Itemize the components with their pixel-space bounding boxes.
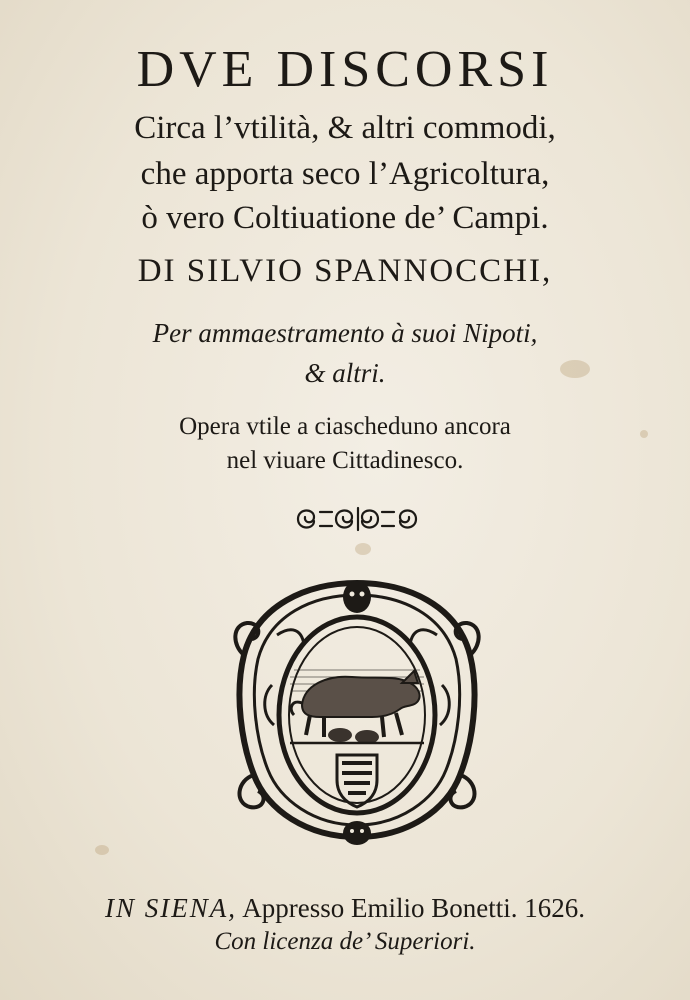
imprint-place: IN SIENA,: [105, 893, 237, 923]
main-title: DVE DISCORSI: [136, 41, 554, 98]
description-line-1: Opera vtile a ciascheduno ancora: [179, 413, 511, 440]
imprint-line: [0, 893, 690, 924]
imprint-printer-year: Appresso Emilio Bonetti. 1626.: [242, 893, 585, 923]
she-wolf-printer-device-icon: [232, 575, 482, 845]
author-name: DI SILVIO SPANNOCCHI,: [137, 253, 553, 289]
foxing-spot: [95, 845, 109, 855]
dedication-line-2: & altri.: [304, 358, 386, 388]
fleuron-ornament-icon: [292, 502, 422, 536]
license-line: Con licenza de’ Superiori.: [214, 928, 476, 955]
dedication-line-1: Per ammaestramento à suoi Nipoti,: [152, 318, 538, 348]
subtitle-line-1: Circa l’vtilità, & altri commodi,: [134, 110, 556, 146]
subtitle-line-2: che apporta seco l’Agricoltura,: [140, 156, 550, 192]
foxing-spot: [355, 543, 371, 555]
description-line-2: nel viuare Cittadinesco.: [226, 447, 464, 474]
subtitle-line-3: ò vero Coltiuatione de’ Campi.: [141, 200, 549, 236]
